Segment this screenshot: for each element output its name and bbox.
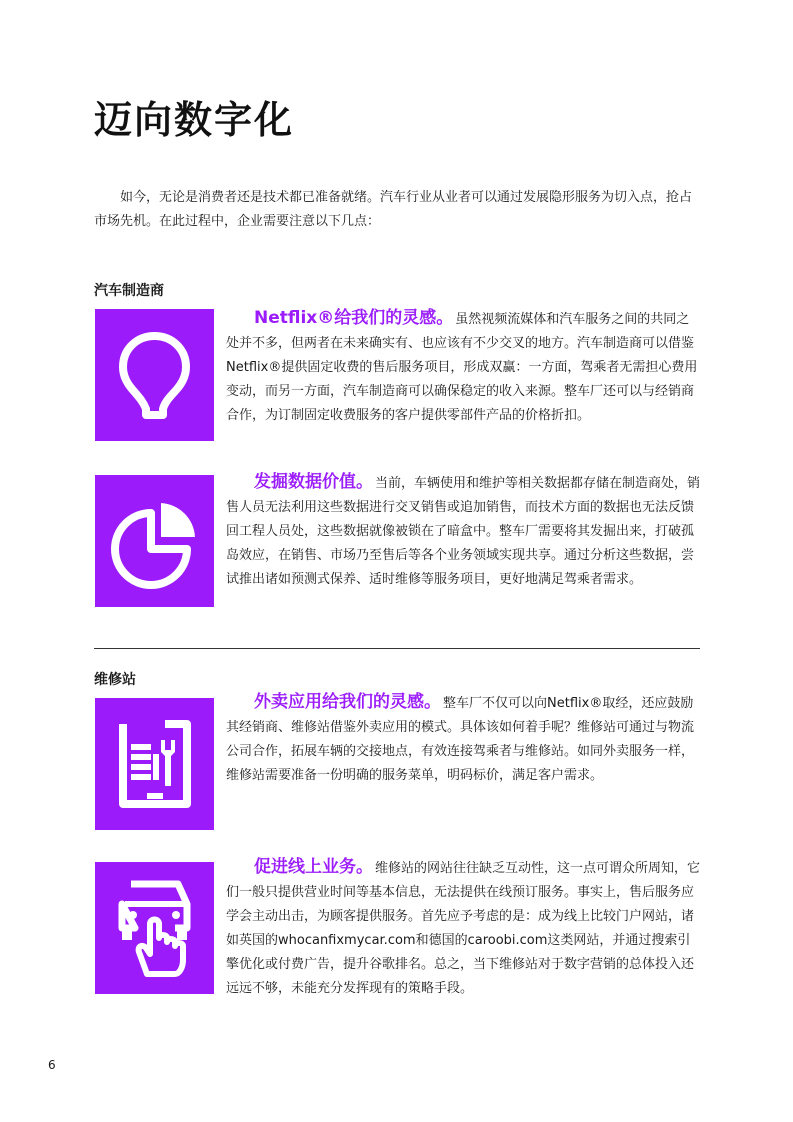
- item-body: 当前，车辆使用和维护等相关数据都存储在制造商处，销售人员无法利用这些数据进行交叉销售或追加销售，而技术方面的数据也无法反馈回工程人员处，这些数据就像被锁在了暗盒中。整车厂需要将其发掘出来，打破孤岛效应，在销售、市场乃至售后等各个业务领域实现共享。通过分析这些数据，尝试推出诸如预测式保养、适时维修等服务项目，更好地满足驾乘者需求。: [226, 476, 701, 587]
- item-data-value: [226, 470, 700, 592]
- item-lead: Netflix®给我们的灵感。: [254, 308, 454, 328]
- pie-chart-icon: [95, 475, 214, 607]
- page-title: 迈向数字化: [94, 98, 295, 142]
- item-lead: 发掘数据价值。: [254, 472, 373, 492]
- section-heading-manufacturers: 汽车制造商: [94, 283, 164, 299]
- item-online-business: [226, 855, 700, 1001]
- section-divider: [94, 648, 700, 649]
- item-body: 虽然视频流媒体和汽车服务之间的共同之处并不多，但两者在未来确实有、也应该有不少交叉的地方。汽车制造商可以借鉴Netflix®提供固定收费的售后服务项目，形成双赢：一方面，驾乘者无需担心费用变动，而另一方面，汽车制造商可以确保稳定的收入来源。整车厂还可以与经销商合作，为订制固定收费服务的客户提供零部件产品的价格折扣。: [226, 312, 698, 423]
- lightbulb-icon: [95, 309, 214, 441]
- section-heading-repair-shops: 维修站: [94, 672, 136, 688]
- item-takeaway-inspiration: [226, 690, 700, 788]
- item-netflix-inspiration: [226, 306, 700, 428]
- item-lead: 促进线上业务。: [254, 857, 373, 877]
- tablet-wrench-icon: [95, 698, 214, 830]
- item-body: 维修站的网站往往缺乏互动性，这一点可谓众所周知，它们一般只提供营业时间等基本信息，无法提供在线预订服务。事实上，售后服务应学会主动出击，为顾客提供服务。首先应予考虑的是：成为线上比较门户网站，诸如英国的whocanfixmycar.com和德国的caroobi.com这类网站，并通过搜索引擎优化或付费广告，提升谷歌排名。总之，当下维修站对于数字营销的总体投入还远远不够，未能充分发挥现有的策略手段。: [226, 861, 701, 996]
- car-touch-icon: [95, 862, 214, 994]
- intro-paragraph: 如今，无论是消费者还是技术都已准备就绪。汽车行业从业者可以通过发展隐形服务为切入点，抢占市场先机。在此过程中，企业需要注意以下几点：: [94, 190, 693, 229]
- item-lead: 外卖应用给我们的灵感。: [254, 692, 441, 712]
- page-number: 6: [48, 1058, 56, 1072]
- item-body: 整车厂不仅可以向Netflix®取经，还应鼓励其经销商、维修站借鉴外卖应用的模式。具体该如何着手呢？维修站可通过与物流公司合作，拓展车辆的交接地点，有效连接驾乘者与维修站。如同外卖服务一样，维修站需要准备一份明确的服务菜单，明码标价，满足客户需求。: [226, 696, 695, 783]
